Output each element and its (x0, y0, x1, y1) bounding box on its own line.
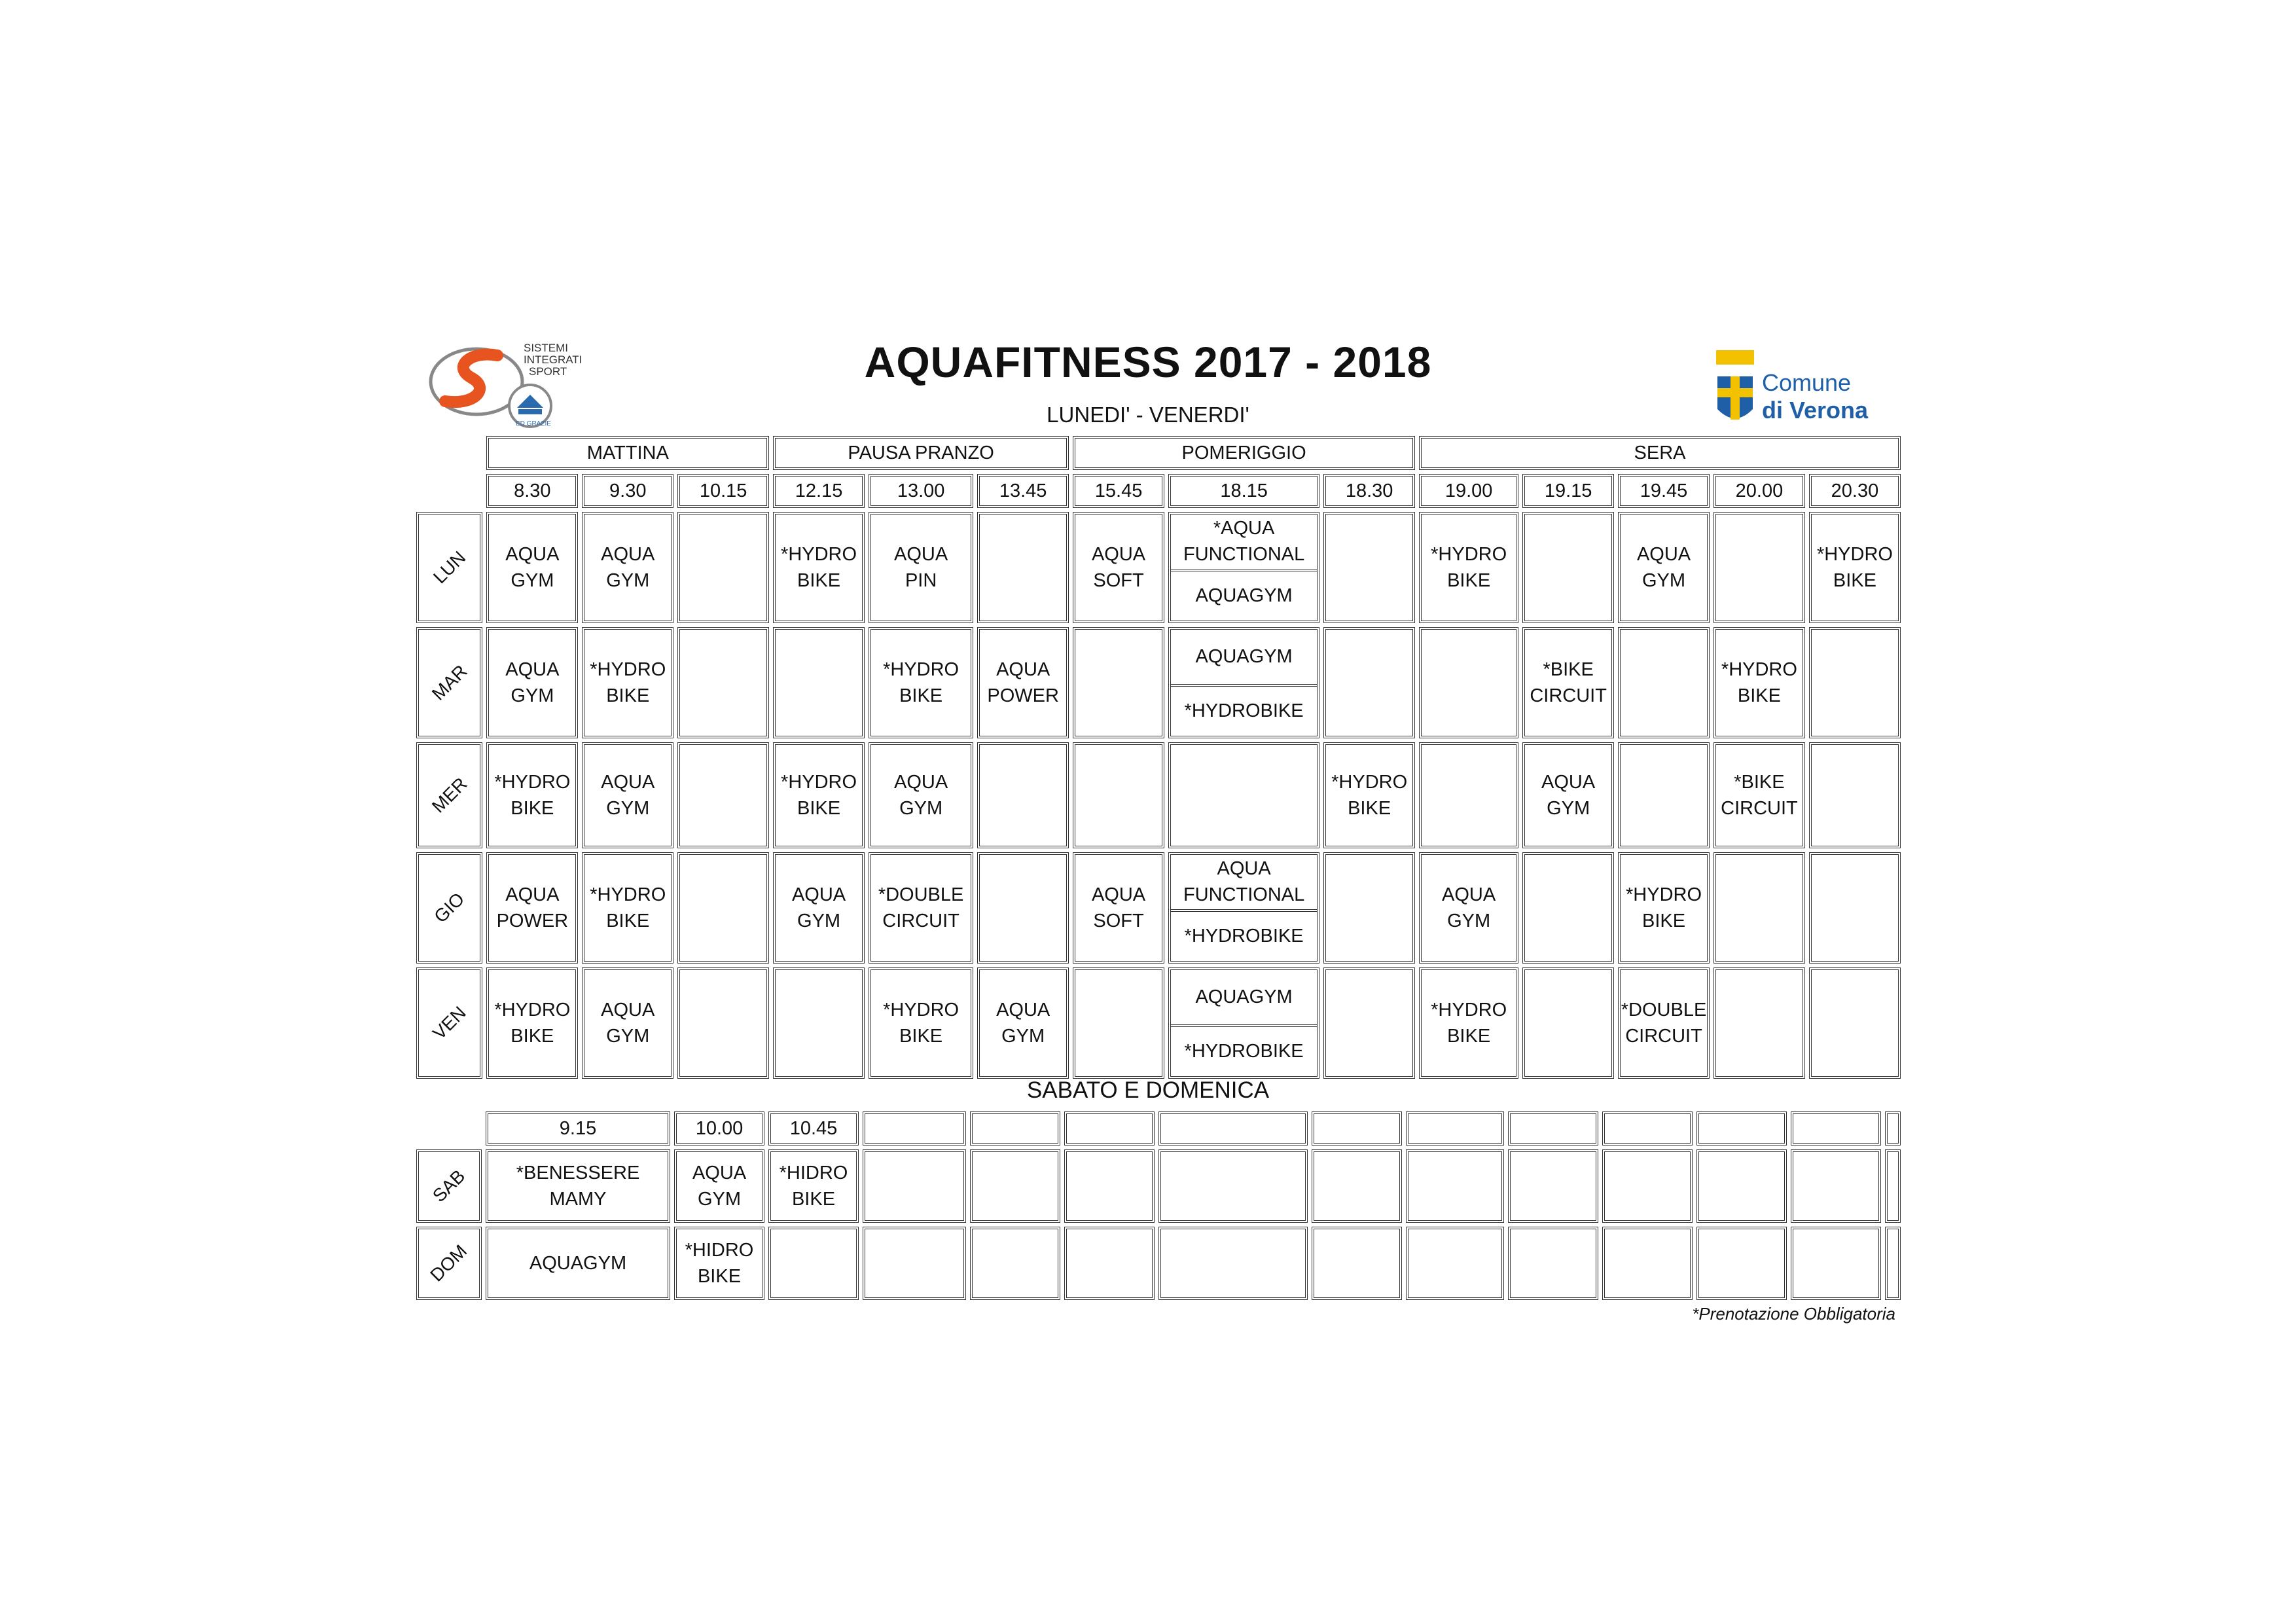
empty-slot (1791, 1111, 1881, 1146)
period-header (1073, 436, 1415, 470)
empty-slot (1809, 742, 1901, 848)
class-cell (486, 742, 578, 848)
table-row (416, 852, 1901, 964)
class-cell (1419, 512, 1518, 623)
empty-slot (773, 627, 865, 738)
class-entry-top: AQUAGYM (1171, 970, 1317, 1027)
class-cell (1419, 852, 1518, 964)
time-header (677, 474, 769, 508)
logo-verona-line-1: Comune (1762, 369, 1852, 396)
time-header-text: 20.00 (1735, 480, 1784, 501)
period-header (1419, 436, 1901, 470)
class-cell (674, 1149, 764, 1223)
class-cell (977, 967, 1069, 1079)
empty-slot (1064, 1149, 1155, 1223)
class-cell (1522, 742, 1614, 848)
time-header-text: 20.30 (1831, 480, 1879, 501)
class-cell-text: *HIDRO BIKE (779, 1163, 848, 1210)
period-header-text: POMERIGGIO (1181, 442, 1306, 463)
time-header (1809, 474, 1901, 508)
class-entry-top: AQUAGYM (1171, 630, 1317, 687)
time-header (977, 474, 1069, 508)
period-header (773, 436, 1069, 470)
day-label: GIO (430, 888, 469, 927)
class-cell-text: *HYDRO BIKE (1431, 1000, 1507, 1047)
class-cell-text: *HYDRO BIKE (1721, 659, 1797, 706)
class-cell-text: *BENESSERE MAMY (516, 1163, 640, 1210)
class-cell (1522, 627, 1614, 738)
time-header-text: 9.15 (559, 1118, 597, 1139)
class-entry-bottom: *HYDROBIKE (1184, 700, 1304, 722)
day-cell (416, 1227, 482, 1300)
class-entry-top: *AQUA FUNCTIONAL (1171, 514, 1317, 571)
empty-slot (1713, 512, 1805, 623)
class-cell (582, 742, 673, 848)
booking-footnote: *Prenotazione Obbligatoria (1692, 1304, 1895, 1324)
empty-slot (970, 1149, 1060, 1223)
day-label: SAB (428, 1165, 469, 1206)
empty-slot (1602, 1111, 1693, 1146)
empty-slot (1064, 1227, 1155, 1300)
weekend-title: SABATO E DOMENICA (1026, 1077, 1270, 1103)
class-cell-text: AQUA SOFT (1091, 544, 1146, 591)
time-header (768, 1111, 859, 1146)
class-entry-top: AQUA FUNCTIONAL (1171, 855, 1317, 912)
time-header (1073, 474, 1164, 508)
day-label: MER (427, 773, 471, 817)
class-cell (1618, 852, 1710, 964)
class-cell-text: AQUA GYM (1442, 884, 1496, 931)
empty-slot (1073, 742, 1164, 848)
class-cell (773, 742, 865, 848)
page-subtitle: LUNEDI' - VENERDI' (1047, 403, 1249, 427)
class-cell-text: *DOUBLE CIRCUIT (1621, 1000, 1707, 1047)
class-cell-text: *HYDRO BIKE (1816, 544, 1893, 591)
class-cell-text: AQUA GYM (601, 1000, 655, 1047)
weekday-timetable (412, 432, 1905, 1083)
class-cell (1713, 742, 1805, 848)
class-cell-text: *HYDRO BIKE (1626, 884, 1702, 931)
class-cell (773, 512, 865, 623)
class-cell-text: AQUA GYM (601, 544, 655, 591)
empty-slot (1158, 1227, 1308, 1300)
empty-slot (863, 1149, 966, 1223)
class-cell-text: AQUA GYM (791, 884, 846, 931)
class-cell-text: AQUA SOFT (1091, 884, 1146, 931)
table-row (416, 742, 1901, 848)
time-header (1522, 474, 1614, 508)
empty-slot (1312, 1111, 1402, 1146)
empty-slot (1602, 1227, 1693, 1300)
class-cell (768, 1149, 859, 1223)
empty-slot (1618, 627, 1710, 738)
empty-slot (1168, 742, 1319, 848)
time-header (486, 474, 578, 508)
class-cell-text: *HYDRO BIKE (494, 772, 571, 819)
time-header (582, 474, 673, 508)
time-header (1419, 474, 1518, 508)
empty-slot (977, 512, 1069, 623)
empty-slot (1312, 1149, 1402, 1223)
time-header (674, 1111, 764, 1146)
empty-slot (1522, 967, 1614, 1079)
time-header (1713, 474, 1805, 508)
class-cell (674, 1227, 764, 1300)
empty-slot (677, 512, 769, 623)
day-cell (416, 627, 482, 738)
logo-text-1: SISTEMI (524, 342, 569, 354)
empty-slot (970, 1111, 1060, 1146)
class-cell-text: *HYDRO BIKE (1431, 544, 1507, 591)
class-entry-bottom: AQUAGYM (1195, 585, 1293, 607)
empty-slot (970, 1227, 1060, 1300)
class-cell (1618, 967, 1710, 1079)
class-cell (1073, 512, 1164, 623)
class-cell (1809, 512, 1901, 623)
class-cell (1713, 627, 1805, 738)
empty-slot (677, 627, 769, 738)
class-cell (486, 967, 578, 1079)
empty-slot (1885, 1149, 1901, 1223)
time-header-text: 12.15 (795, 480, 843, 501)
class-cell-split (1168, 967, 1319, 1079)
class-cell (582, 967, 673, 1079)
class-cell-text: *HYDRO BIKE (883, 1000, 960, 1047)
time-header-text: 19.45 (1640, 480, 1688, 501)
corner-blank (416, 1111, 482, 1146)
day-cell (416, 512, 482, 623)
time-header-text: 18.15 (1220, 480, 1268, 501)
day-cell (416, 852, 482, 964)
time-header-text: 10.00 (695, 1118, 744, 1139)
empty-slot (677, 967, 769, 1079)
time-header-text: 13.45 (999, 480, 1047, 501)
class-cell-text: AQUA GYM (1541, 772, 1596, 819)
day-label: LUN (429, 547, 470, 588)
empty-slot (1312, 1227, 1402, 1300)
empty-slot (863, 1227, 966, 1300)
time-header-text: 18.30 (1345, 480, 1393, 501)
empty-slot (1696, 1149, 1787, 1223)
class-cell-text: AQUAGYM (529, 1253, 627, 1274)
class-cell-text: AQUA POWER (496, 884, 569, 931)
empty-slot (1809, 967, 1901, 1079)
day-cell (416, 967, 482, 1079)
class-cell (869, 967, 973, 1079)
empty-slot (677, 742, 769, 848)
period-header-text: MATTINA (586, 442, 669, 463)
class-cell (486, 627, 578, 738)
empty-slot (1508, 1111, 1598, 1146)
class-entry-bottom: *HYDROBIKE (1184, 926, 1304, 947)
empty-slot (1885, 1111, 1901, 1146)
empty-slot (1419, 742, 1518, 848)
time-header-text: 13.00 (897, 480, 945, 501)
day-label: VEN (429, 1002, 470, 1043)
class-cell (869, 742, 973, 848)
time-header (1618, 474, 1710, 508)
class-cell-text: AQUA GYM (601, 772, 655, 819)
empty-slot (1073, 967, 1164, 1079)
class-cell (486, 1149, 670, 1223)
empty-slot (977, 852, 1069, 964)
class-entry-bottom: *HYDROBIKE (1184, 1041, 1304, 1062)
table-row (416, 967, 1901, 1079)
empty-slot (1791, 1227, 1881, 1300)
class-cell (486, 1227, 670, 1300)
day-label: DOM (426, 1240, 471, 1286)
empty-slot (1323, 852, 1415, 964)
empty-slot (1406, 1227, 1504, 1300)
class-cell-text: AQUA GYM (894, 772, 948, 819)
empty-slot (1508, 1149, 1598, 1223)
class-cell (582, 627, 673, 738)
time-header-text: 19.15 (1544, 480, 1592, 501)
day-cell (416, 1149, 482, 1223)
class-cell (1073, 852, 1164, 964)
day-cell (416, 742, 482, 848)
empty-slot (863, 1111, 966, 1146)
time-header-text: 19.00 (1444, 480, 1493, 501)
class-cell-text: *BIKE CIRCUIT (1721, 772, 1798, 819)
class-cell-text: *HYDRO BIKE (781, 544, 857, 591)
empty-slot (1713, 967, 1805, 1079)
class-cell-text: *HYDRO BIKE (590, 659, 666, 706)
time-header-text: 10.15 (699, 480, 747, 501)
class-cell (869, 512, 973, 623)
weekend-timetable (412, 1108, 1905, 1304)
table-row (416, 1227, 1901, 1300)
period-header (486, 436, 769, 470)
class-cell-text: *HYDRO BIKE (781, 772, 857, 819)
time-header (486, 1111, 670, 1146)
class-cell-text: AQUA GYM (996, 1000, 1050, 1047)
empty-slot (1158, 1111, 1308, 1146)
empty-slot (1073, 627, 1164, 738)
logo-verona-line-2: di Verona (1762, 397, 1869, 424)
class-cell-split (1168, 852, 1319, 964)
empty-slot (1522, 512, 1614, 623)
class-cell (1618, 512, 1710, 623)
class-cell (486, 852, 578, 964)
empty-slot (1791, 1149, 1881, 1223)
class-cell (869, 852, 973, 964)
class-cell (582, 512, 673, 623)
empty-slot (1419, 627, 1518, 738)
logo-text-2: INTEGRATI (524, 353, 583, 366)
empty-slot (1713, 852, 1805, 964)
time-header (1323, 474, 1415, 508)
class-cell-text: *HYDRO BIKE (494, 1000, 571, 1047)
class-cell-text: AQUA GYM (1636, 544, 1691, 591)
class-cell-split (1168, 627, 1319, 738)
class-cell (1323, 742, 1415, 848)
table-row (416, 627, 1901, 738)
table-row (416, 512, 1901, 623)
class-cell-text: *BIKE CIRCUIT (1530, 659, 1607, 706)
empty-slot (1158, 1149, 1308, 1223)
time-header-text: 9.30 (609, 480, 647, 501)
class-cell (977, 627, 1069, 738)
class-cell-text: AQUA GYM (505, 544, 560, 591)
empty-slot (1809, 852, 1901, 964)
time-header-text: 8.30 (514, 480, 551, 501)
class-cell-text: *HYDRO BIKE (590, 884, 666, 931)
time-header (1168, 474, 1319, 508)
class-cell (582, 852, 673, 964)
time-header (773, 474, 865, 508)
class-cell (486, 512, 578, 623)
empty-slot (677, 852, 769, 964)
class-cell (1419, 967, 1518, 1079)
page-title: AQUAFITNESS 2017 - 2018 (864, 338, 1432, 386)
empty-slot (1323, 967, 1415, 1079)
empty-slot (1064, 1111, 1155, 1146)
class-cell-text: AQUA GYM (505, 659, 560, 706)
time-header (869, 474, 973, 508)
logo-text-3: SPORT (529, 365, 567, 378)
empty-slot (977, 742, 1069, 848)
class-cell-text: *HIDRO BIKE (685, 1240, 754, 1287)
class-cell (773, 852, 865, 964)
empty-slot (1618, 742, 1710, 848)
class-cell-text: *HYDRO BIKE (1331, 772, 1408, 819)
empty-slot (1809, 627, 1901, 738)
empty-slot (768, 1227, 859, 1300)
corner-blank (416, 436, 482, 470)
time-header-text: 10.45 (789, 1118, 838, 1139)
empty-slot (1406, 1149, 1504, 1223)
logo-text-4: ED GRAZIE (516, 420, 551, 427)
period-header-text: PAUSA PRANZO (848, 442, 994, 463)
empty-slot (773, 967, 865, 1079)
class-cell-text: AQUA GYM (692, 1163, 747, 1210)
empty-slot (1508, 1227, 1598, 1300)
class-cell-text: *HYDRO BIKE (883, 659, 960, 706)
time-header-text: 15.45 (1094, 480, 1143, 501)
class-cell-text: AQUA PIN (894, 544, 948, 591)
empty-slot (1522, 852, 1614, 964)
table-row (416, 1149, 1901, 1223)
period-header-text: SERA (1634, 442, 1686, 463)
empty-slot (1696, 1111, 1787, 1146)
class-cell (869, 627, 973, 738)
corner-blank (416, 474, 482, 508)
empty-slot (1602, 1149, 1693, 1223)
class-cell-text: AQUA POWER (987, 659, 1059, 706)
day-label: MAR (427, 660, 471, 704)
empty-slot (1323, 512, 1415, 623)
empty-slot (1885, 1227, 1901, 1300)
class-cell-split (1168, 512, 1319, 623)
class-cell-text: *DOUBLE CIRCUIT (878, 884, 964, 931)
empty-slot (1406, 1111, 1504, 1146)
empty-slot (1323, 627, 1415, 738)
empty-slot (1696, 1227, 1787, 1300)
